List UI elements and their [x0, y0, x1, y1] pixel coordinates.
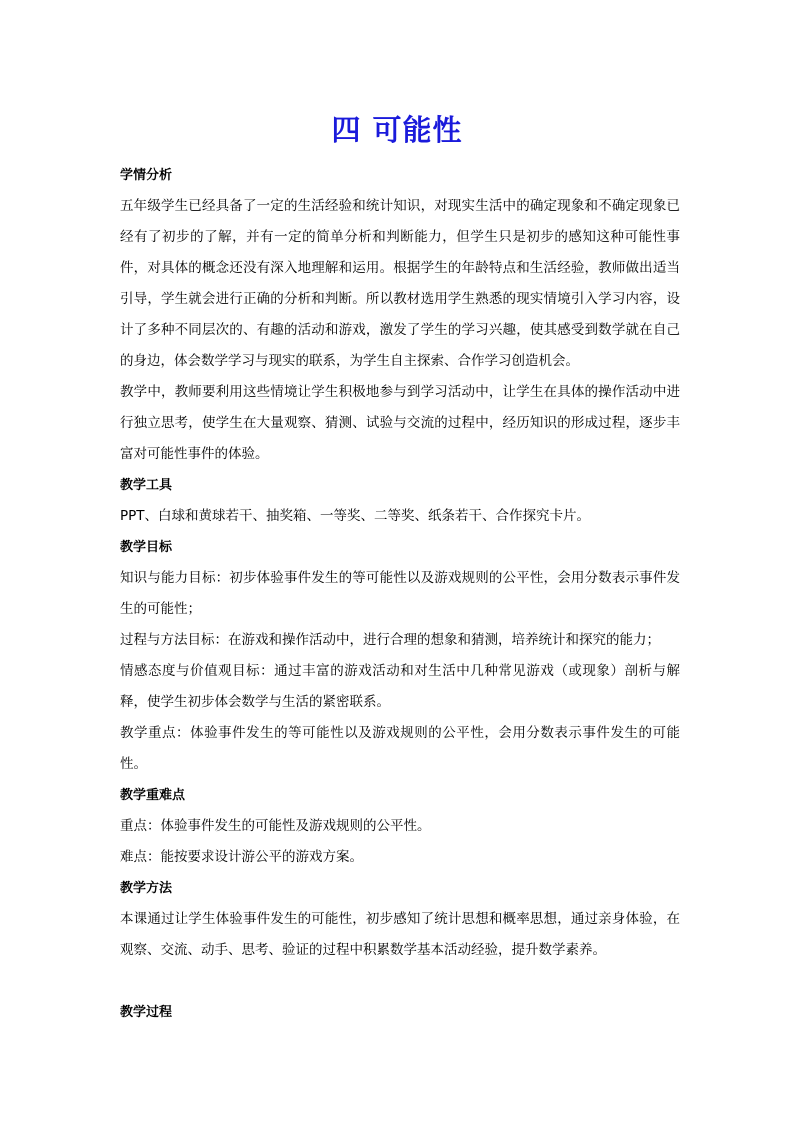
paragraph: PPT、白球和黄球若干、抽奖箱、一等奖、二等奖、纸条若干、合作探究卡片。 — [120, 508, 591, 524]
paragraph: 重点：体验事件发生的可能性及游戏规则的公平性。 — [120, 818, 431, 834]
section-heading-zhongnandian: 教学重难点 — [120, 788, 186, 803]
section-heading-fangfa: 教学方法 — [120, 881, 173, 896]
paragraph: 知识与能力目标：初步体验事件发生的等可能性以及游戏规则的公平性，会用分数表示事件发生的可能性； — [120, 570, 680, 617]
paragraph: 情感态度与价值观目标：通过丰富的游戏活动和对生活中几种常见游戏（或现象）剖析与解释，使学生初步体会数学与生活的紧密联系。 — [120, 663, 680, 710]
paragraph: 教学中，教师要利用这些情境让学生积极地参与到学习活动中，让学生在具体的操作活动中进行独立思考，使学生在大量观察、猜测、试验与交流的过程中，经历知识的形成过程，逐步丰富对可能性事件的体验。 — [120, 384, 680, 462]
paragraph: 过程与方法目标：在游戏和操作活动中，进行合理的想象和猜测，培养统计和探究的能力； — [120, 632, 660, 648]
page-title: 四 可能性 — [331, 113, 463, 147]
section-heading-guocheng: 教学过程 — [120, 1005, 173, 1020]
paragraph: 五年级学生已经具备了一定的生活经验和统计知识，对现实生活中的确定现象和不确定现象已经有了初步的了解，并有一定的简单分析和判断能力，但学生只是初步的感知这种可能性事件，对具体的概念还没有深入地理解和运用。根据学生的年龄特点和生活经验，教师做出适当引导，学生就会进行正确的分析和判断。所以教材选用学生熟悉的现实情境引入学习内容，设计了多种不同层次的、有趣的活动和游戏，激发了学生的学习兴趣，使其感受到数学就在自己的身边，体会数学学习与现实的联系，为学生自主探索、合作学习创造机会。 — [120, 198, 680, 369]
section-heading-gongju: 教学工具 — [120, 478, 173, 493]
section-heading-xueqing: 学情分析 — [120, 168, 173, 183]
paragraph: 教学重点：体验事件发生的等可能性以及游戏规则的公平性，会用分数表示事件发生的可能性。 — [120, 725, 680, 772]
section-heading-mubiao: 教学目标 — [120, 540, 173, 555]
paragraph: 本课通过让学生体验事件发生的可能性，初步感知了统计思想和概率思想，通过亲身体验，在观察、交流、动手、思考、验证的过程中积累数学基本活动经验，提升数学素养。 — [120, 911, 680, 958]
document-body — [120, 160, 680, 1028]
paragraph: 难点：能按要求设计游公平的游戏方案。 — [120, 849, 363, 865]
blank-line — [120, 966, 680, 997]
